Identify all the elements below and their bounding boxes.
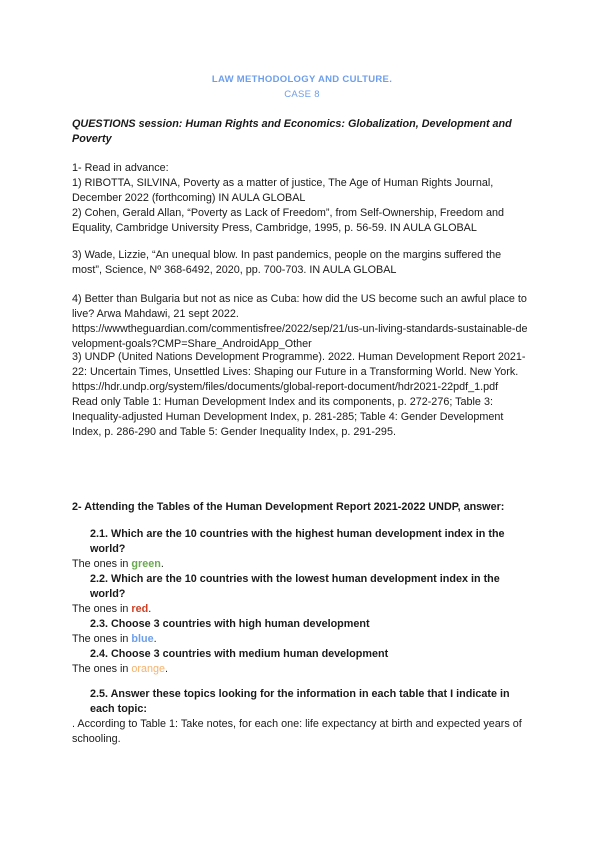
questions-block	[72, 527, 532, 677]
read-in-advance-section	[72, 161, 532, 236]
reference-4-block	[72, 292, 532, 352]
section2-heading: 2- Attending the Tables of the Human Development Report 2021-2022 UNDP, answer:	[72, 501, 505, 513]
reference-5-note: Read only Table 1: Human Development Index and its components, p. 272-276; Table 3: Inequality-adjusted Human Development Index, p. 281-285; Table 4: Gender Development Index, p. 286-290 and Table 5: Gender Inequality Index, p. 291-295.	[72, 396, 504, 438]
question-2-3: 2.3. Choose 3 countries with high human development	[90, 618, 370, 630]
section1-heading: 1- Read in advance:	[72, 162, 169, 174]
reference-4: 4) Better than Bulgaria but not as nice as Cuba: how did the US become such an awful place to live? Arwa Mahdawi, 21 sept 2022.	[72, 293, 527, 320]
answer-2-3: The ones in blue.	[72, 633, 157, 645]
question-2-5: 2.5. Answer these topics looking for the information in each table that I indicate in each topic:	[90, 688, 510, 715]
reference-1: 1) RIBOTTA, SILVINA, Poverty as a matter of justice, The Age of Human Rights Journal, December 2022 (forthcoming) IN AULA GLOBAL	[72, 177, 494, 204]
question-2-1: 2.1. Which are the 10 countries with the highest human development index in the world?	[90, 528, 505, 555]
color-word-red: red	[131, 603, 149, 615]
question-2-5-block	[72, 687, 532, 747]
reference-5-block	[72, 350, 532, 440]
reference-2: 2) Cohen, Gerald Allan, “Poverty as Lack of Freedom”, from Self-Ownership, Freedom and Equality, Cambridge University Press, Cambridge, 1995, p. 56-59. IN AULA GLOBAL	[72, 207, 505, 234]
answer-2-4: The ones in orange.	[72, 663, 169, 675]
question-2-2: 2.2. Which are the 10 countries with the lowest human development index in the world?	[90, 573, 500, 600]
color-word-orange: orange	[131, 663, 166, 675]
table1-note: . According to Table 1: Take notes, for each one: life expectancy at birth and expected years of schooling.	[72, 718, 522, 745]
document-title: LAW METHODOLOGY AND CULTURE.	[211, 74, 393, 85]
case-label: CASE 8	[284, 89, 320, 100]
reference-5-link[interactable]: https://hdr.undp.org/system/files/documents/global-report-document/hdr2021-22pdf_1.pdf	[72, 381, 499, 393]
color-word-blue: blue	[131, 633, 154, 645]
color-word-green: green	[131, 558, 161, 570]
session-title: QUESTIONS session: Human Rights and Economics: Globalization, Development and Poverty	[72, 118, 512, 145]
reference-3: 3) Wade, Lizzie, “An unequal blow. In past pandemics, people on the margins suffered the most”, Science, Nº 368-6492, 2020, pp. 700-703. IN AULA GLOBAL	[72, 249, 502, 276]
reference-4-link[interactable]: https://wwwtheguardian.com/commentisfree/2022/sep/21/us-un-living-standards-sustainable-development-goals?CMP=Share_AndroidApp_Other	[72, 323, 528, 350]
question-2-4: 2.4. Choose 3 countries with medium human development	[90, 648, 389, 660]
answer-2-1: The ones in green.	[72, 558, 164, 570]
reference-5: 3) UNDP (United Nations Development Programme). 2022. Human Development Report 2021-22: Uncertain Times, Unsettled Lives: Shaping our Future in a Transforming World. New York.	[72, 351, 526, 378]
answer-2-2: The ones in red.	[72, 603, 152, 615]
